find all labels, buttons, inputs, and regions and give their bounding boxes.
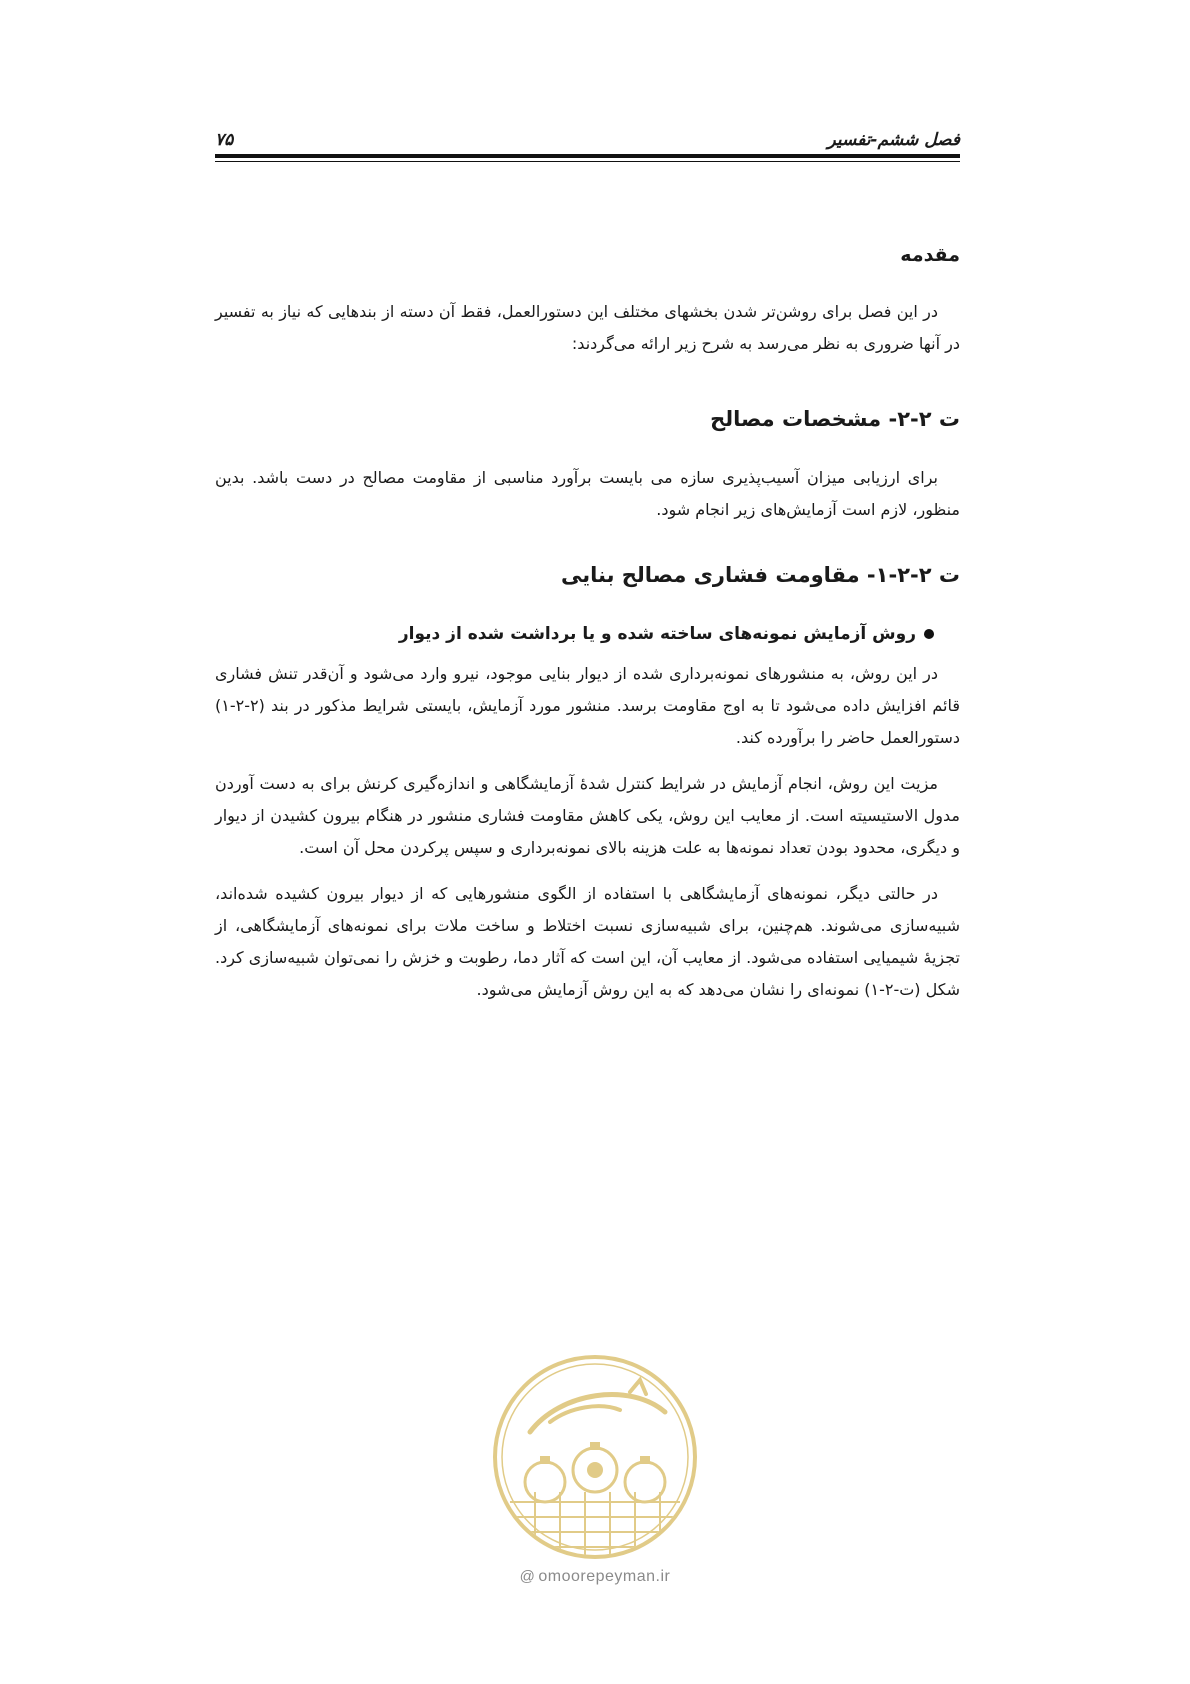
header-rule-thick: [215, 154, 960, 158]
watermark-logo-icon: [490, 1352, 700, 1562]
main-content: [215, 240, 960, 1006]
bullet-heading: [215, 618, 934, 650]
body-paragraph-3: در حالتی دیگر، نمونه‌های آزمایشگاهی با استفاده از الگوی منشورهایی که از دیوار بیرون کشیده شده‌اند، شبیه‌سازی می‌شوند. هم‌چنین، برای شبیه‌سازی نسبت اختلاط و ساخت ملات برای نمونه‌های آزمایشگاهی، از تجزیهٔ شیمیایی استفاده می‌شود. از معایب آن، این است که آثار دما، رطوبت و خزش را نمی‌توان شبیه‌سازی کرد. شکل (ت-۲-۱) نمونه‌ای را نشان می‌دهد که به این روش آزمایش می‌شود.: [215, 884, 960, 999]
section-paragraph: برای ارزیابی میزان آسیب‌پذیری سازه می بایست برآورد مناسبی از مقاومت مصالح در دست باشد. بدین منظور، لازم است آزمایش‌های زیر انجام شود.: [215, 468, 960, 519]
body-paragraph-1: در این روش، به منشورهای نمونه‌برداری شده از دیوار بنایی موجود، نیرو وارد می‌شود و آن‌قدر تنش فشاری قائم افزایش داده می‌شود تا به اوج مقاومت برسد. منشور مورد آزمایش، بایستی شرایط مذکور در بند (۲-۲-۱) دستورالعمل حاضر را برآورده کند.: [215, 664, 960, 747]
body-paragraph-2: مزیت این روش، انجام آزمایش در شرایط کنترل شدهٔ آزمایشگاهی و اندازه‌گیری کرنش برای به دست آوردن مدول الاستیسیته است. از معایب این روش، یکی کاهش مقاومت فشاری منشور در هنگام بیرون کشیدن از دیوار و دیگری، محدود بودن تعداد نمونه‌ها به علت هزینه بالای نمونه‌برداری و سپس پرکردن محل آن است.: [215, 774, 960, 857]
subsection-heading: ت ۲-۲-۱- مقاومت فشاری مصالح بنایی: [560, 563, 960, 587]
at-symbol-icon: @: [519, 1568, 536, 1585]
bullet-heading-text: روش آزمایش نمونه‌های ساخته شده و یا برداشت شده از دیوار: [398, 624, 916, 644]
bullet-dot-icon: [924, 629, 934, 639]
intro-heading: مقدمه: [900, 244, 960, 266]
section-heading: ت ۲-۲- مشخصات مصالح: [710, 407, 960, 431]
header-rule-thin: [215, 161, 960, 162]
intro-paragraph: در این فصل برای روشن‌تر شدن بخشهای مختلف این دستورالعمل، فقط آن دسته از بندهایی که نیاز به تفسیر در آنها ضروری به نظر می‌رسد به شرح زیر ارائه می‌گردند:: [215, 302, 960, 353]
watermark-url: [0, 1568, 1190, 1586]
watermark-url-text: omoorepeyman.ir: [538, 1568, 671, 1585]
page-number: ۷۵: [215, 130, 234, 150]
chapter-title: فصل ششم-تفسیر: [827, 130, 960, 150]
